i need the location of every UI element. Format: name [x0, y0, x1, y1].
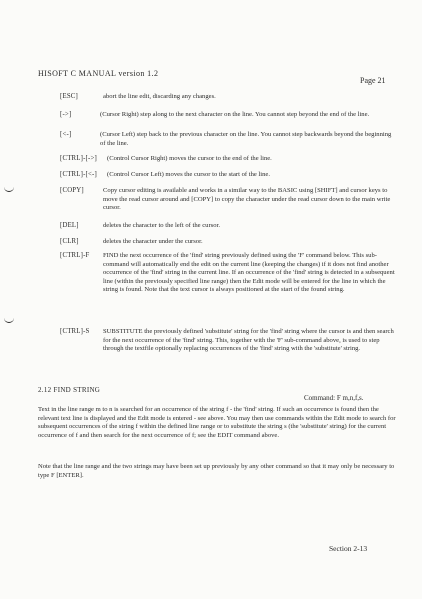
desc-copy: Copy cursor editing is available and works in a similar way to the BASIC using [SHIFT] and cursor keys to move the read cursor around and [COPY] to copy the character under the read cursor down to the main write cursor.: [103, 187, 391, 212]
key-copy: [COPY]: [60, 187, 84, 194]
desc-cursor-right: (Cursor Right) step along to the next character on the line. You cannot step beyond the end of the line.: [100, 111, 370, 118]
desc-ctrl-s: SUBSTITUTE the previously defined 'substitute' string for the 'find' string where the cursor is and then search for the next occurrence of the 'find' string. This, together with the 'F' sub-command above, is used to step through the textfile optionally replacing occurrences of the 'find' string with the 'substitute' string.: [103, 328, 394, 353]
manual-header: HISOFT C MANUAL version 1.2: [38, 69, 159, 78]
page-number: Page 21: [360, 76, 386, 85]
paragraph-note: Note that the line range and the two strings may have been set up previously by any other command so that it may only be necessary to type F [ENTER].: [38, 463, 395, 479]
desc-cursor-left: (Cursor Left) step back to the previous character on the line. You cannot step backwards beyond the beginning of the line.: [100, 131, 392, 147]
section-heading: 2.12 FIND STRING: [38, 386, 101, 394]
key-ctrl-left: [CTRL]-[<-]: [60, 171, 97, 178]
margin-mark: [4, 187, 14, 192]
desc-ctrl-left: (Control Cursor Left) moves the cursor to the start of the line.: [107, 171, 270, 178]
desc-ctrl-f: FIND the next occurrence of the 'find' string previously defined using the 'F' command below. This sub-command will automatically end the edit on the current line (keeping the changes) if it does not find another occurrence of the 'find' string in the current line. If an occurrence of the 'find' string is detected in a subsequent line (within the previously specified line range) then the Edit mode will be entered for the line in which the string is found. Note that the text cursor is always positioned at the start of the found string.: [103, 252, 395, 294]
key-esc: [ESC]: [60, 93, 78, 100]
section-command: Command: F m,n,f,s.: [304, 394, 364, 402]
key-ctrl-f: [CTRL]-F: [60, 252, 90, 259]
desc-clr: deletes the character under the cursor.: [103, 238, 203, 245]
key-ctrl-s: [CTRL]-S: [60, 328, 90, 335]
key-cursor-left: [<-]: [60, 131, 72, 138]
key-clr: [CLR]: [60, 238, 79, 245]
desc-ctrl-right: (Control Cursor Right) moves the cursor to the end of the line.: [107, 155, 272, 162]
key-cursor-right: [->]: [60, 111, 72, 118]
desc-del: deletes the character to the left of the cursor.: [103, 222, 220, 229]
key-del: [DEL]: [60, 222, 79, 229]
desc-esc: abort the line edit, discarding any changes.: [103, 93, 216, 100]
paragraph-find-string: Text in the line range m to n is searched for an occurrence of the string f - the 'find' string. If such an occurrence is found then the relevant text line is displayed and the Edit mode is entered - see above. You may then use commands within the Edit mode to search for subsequent occurrences of the string f within the defined line range or to substitute the string s (the 'substitute' string) for the current occurrence of f and then search for the next occurrence of f; see the EDIT command above.: [38, 406, 396, 439]
section-footer: Section 2-13: [329, 544, 368, 553]
key-ctrl-right: [CTRL]-[->]: [60, 155, 97, 162]
margin-mark: [4, 318, 14, 323]
